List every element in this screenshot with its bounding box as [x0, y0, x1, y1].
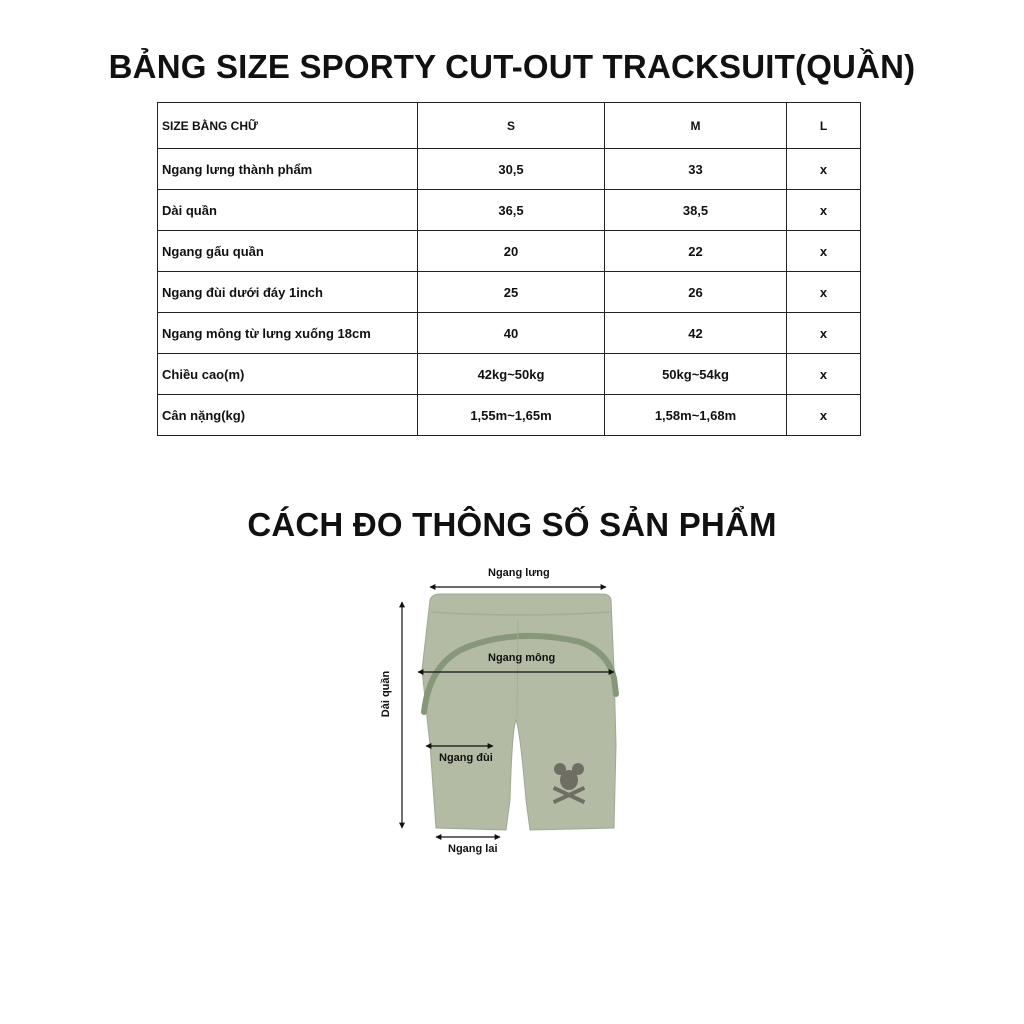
measurement-figure — [380, 560, 640, 860]
cell-s: 1,55m~1,65m — [418, 395, 605, 436]
header-size-m: M — [605, 103, 787, 149]
shorts-body — [422, 594, 616, 830]
header-size-label: SIZE BẰNG CHỮ — [158, 103, 418, 149]
row-label: Ngang lưng thành phẩm — [158, 149, 418, 190]
row-label: Chiều cao(m) — [158, 354, 418, 395]
table-row — [158, 231, 861, 272]
cell-l: x — [787, 190, 861, 231]
table-row — [158, 149, 861, 190]
waist-label: Ngang lưng — [488, 567, 550, 579]
thigh-label: Ngang đùi — [439, 752, 493, 764]
table-row — [158, 395, 861, 436]
cell-l: x — [787, 231, 861, 272]
cell-s: 20 — [418, 231, 605, 272]
row-label: Ngang mông từ lưng xuống 18cm — [158, 313, 418, 354]
hem-label: Ngang lai — [448, 843, 498, 855]
cell-m: 42 — [605, 313, 787, 354]
row-label: Ngang đùi dưới đáy 1inch — [158, 272, 418, 313]
measure-title: CÁCH ĐO THÔNG SỐ SẢN PHẨM — [247, 506, 777, 543]
table-row — [158, 272, 861, 313]
hip-label: Ngang mông — [488, 652, 556, 664]
cell-m: 26 — [605, 272, 787, 313]
cell-m: 22 — [605, 231, 787, 272]
table-header-row — [158, 103, 861, 149]
table-row — [158, 190, 861, 231]
cell-l: x — [787, 354, 861, 395]
cell-m: 33 — [605, 149, 787, 190]
header-size-s: S — [418, 103, 605, 149]
size-table — [157, 102, 861, 436]
cell-s: 30,5 — [418, 149, 605, 190]
cell-l: x — [787, 272, 861, 313]
cell-l: x — [787, 313, 861, 354]
cell-s: 36,5 — [418, 190, 605, 231]
page-title: BẢNG SIZE SPORTY CUT-OUT TRACKSUIT(QUẦN) — [108, 48, 916, 85]
cell-s: 42kg~50kg — [418, 354, 605, 395]
row-label: Cân nặng(kg) — [158, 395, 418, 436]
cell-s: 40 — [418, 313, 605, 354]
length-label: Dài quần — [380, 670, 393, 718]
cell-l: x — [787, 395, 861, 436]
table-row — [158, 313, 861, 354]
shorts-illustration — [380, 560, 640, 860]
cell-s: 25 — [418, 272, 605, 313]
cell-m: 1,58m~1,68m — [605, 395, 787, 436]
table-row — [158, 354, 861, 395]
header-size-l: L — [787, 103, 861, 149]
cell-m: 50kg~54kg — [605, 354, 787, 395]
row-label: Dài quần — [158, 190, 418, 231]
cell-l: x — [787, 149, 861, 190]
cell-m: 38,5 — [605, 190, 787, 231]
row-label: Ngang gấu quần — [158, 231, 418, 272]
